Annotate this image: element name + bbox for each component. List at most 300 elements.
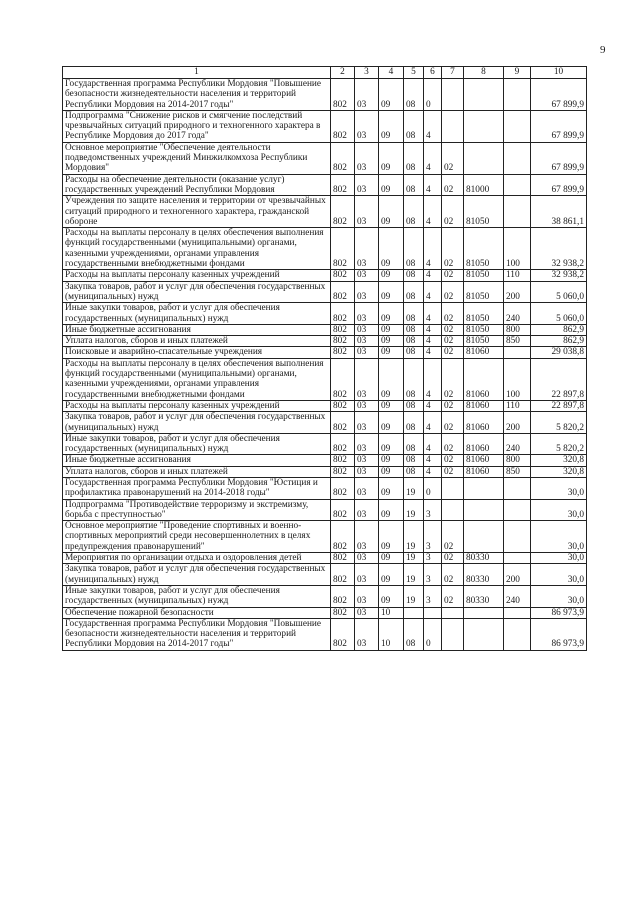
code-subsection: 09 [379,196,404,228]
code-activity: 02 [442,433,464,455]
code-direction [464,477,504,499]
code-subprogram: 4 [424,400,442,411]
row-amount: 5 060,0 [531,303,587,325]
code-direction: 81050 [464,228,504,270]
code-subprogram: 4 [424,433,442,455]
row-amount: 30,0 [531,521,587,553]
row-amount: 30,0 [531,564,587,586]
code-subsection: 09 [379,358,404,400]
row-amount: 22 897,8 [531,358,587,400]
code-section: 03 [355,466,379,477]
code-ministry: 802 [331,142,355,174]
table-row [63,324,587,335]
row-amount: 22 897,8 [531,400,587,411]
row-name: Подпрограмма "Противодействие терроризму и экстремизму, борьба с преступностью" [63,499,331,521]
code-direction: 81060 [464,466,504,477]
code-direction [464,618,504,650]
code-program: 08 [404,618,424,650]
code-direction: 81060 [464,358,504,400]
code-activity: 02 [442,564,464,586]
code-subsection: 09 [379,110,404,142]
code-section: 03 [355,400,379,411]
code-section: 03 [355,281,379,303]
code-direction [464,499,504,521]
code-activity [442,110,464,142]
code-ministry: 802 [331,618,355,650]
code-program: 19 [404,564,424,586]
row-name: Расходы на выплаты персоналу казенных учреждений [63,270,331,281]
code-program: 08 [404,466,424,477]
code-program: 08 [404,347,424,358]
code-ministry: 802 [331,521,355,553]
code-section: 03 [355,553,379,564]
code-direction [464,607,504,618]
table-row [63,228,587,270]
row-name: Иные закупки товаров, работ и услуг для обеспечения государственных (муниципальных) нужд [63,433,331,455]
code-subsection: 09 [379,228,404,270]
row-amount: 38 861,1 [531,196,587,228]
code-program: 08 [404,174,424,196]
code-activity: 02 [442,358,464,400]
row-name: Уплата налогов, сборов и иных платежей [63,336,331,347]
code-ministry: 802 [331,174,355,196]
row-name: Поисковые и аварийно-спасательные учреждения [63,347,331,358]
row-amount: 5 060,0 [531,281,587,303]
code-direction: 81060 [464,412,504,434]
code-section: 03 [355,607,379,618]
code-direction [464,110,504,142]
code-expense-type: 110 [504,270,531,281]
row-name: Иные бюджетные ассигнования [63,455,331,466]
code-ministry: 802 [331,270,355,281]
row-name: Расходы на обеспечение деятельности (оказание услуг) государственных учреждений Республики Мордовия [63,174,331,196]
code-activity: 02 [442,412,464,434]
row-name: Основное мероприятие "Обеспечение деятельности подведомственных учреждений Минжилкомхоза Республики Мордовия" [63,142,331,174]
code-ministry: 802 [331,477,355,499]
code-ministry: 802 [331,303,355,325]
code-subprogram: 4 [424,358,442,400]
code-activity: 02 [442,281,464,303]
row-amount: 86 973,9 [531,607,587,618]
code-subprogram: 0 [424,79,442,111]
row-amount: 67 899,9 [531,174,587,196]
code-section: 03 [355,110,379,142]
code-subsection: 09 [379,564,404,586]
col-header: 3 [355,67,379,79]
table-row [63,400,587,411]
col-header: 6 [424,67,442,79]
code-direction: 81050 [464,270,504,281]
code-section: 03 [355,196,379,228]
budget-table [62,66,587,651]
code-activity: 02 [442,174,464,196]
code-program: 08 [404,400,424,411]
code-activity [442,477,464,499]
code-activity: 02 [442,521,464,553]
code-ministry: 802 [331,466,355,477]
code-program: 08 [404,281,424,303]
code-expense-type: 200 [504,412,531,434]
code-ministry: 802 [331,400,355,411]
code-section: 03 [355,433,379,455]
code-subprogram: 4 [424,281,442,303]
code-ministry: 802 [331,455,355,466]
col-header: 10 [531,67,587,79]
code-activity: 02 [442,553,464,564]
code-ministry: 802 [331,433,355,455]
code-section: 03 [355,412,379,434]
code-expense-type [504,607,531,618]
table-row [63,281,587,303]
code-program: 19 [404,521,424,553]
code-program: 08 [404,196,424,228]
code-section: 03 [355,228,379,270]
code-subprogram: 3 [424,564,442,586]
code-activity [442,618,464,650]
row-name: Уплата налогов, сборов и иных платежей [63,466,331,477]
table-row [63,521,587,553]
code-subsection: 09 [379,324,404,335]
code-ministry: 802 [331,553,355,564]
code-subprogram: 4 [424,455,442,466]
code-subsection: 10 [379,607,404,618]
row-name: Иные бюджетные ассигнования [63,324,331,335]
code-ministry: 802 [331,281,355,303]
table-row [63,270,587,281]
code-direction: 80330 [464,553,504,564]
code-subprogram: 3 [424,521,442,553]
col-header: 7 [442,67,464,79]
code-section: 03 [355,174,379,196]
header-row [63,67,587,79]
row-name: Расходы на выплаты персоналу в целях обеспечения выполнения функций государственными (муниципальными) органами, казенными учреждениями, органами управления государственными внебюджетными фондами [63,358,331,400]
table-row [63,336,587,347]
code-subprogram: 4 [424,270,442,281]
code-subsection: 09 [379,477,404,499]
table-body [63,67,587,651]
col-header: 4 [379,67,404,79]
code-expense-type: 850 [504,466,531,477]
code-expense-type: 240 [504,433,531,455]
code-activity: 02 [442,324,464,335]
code-ministry: 802 [331,324,355,335]
code-subprogram: 4 [424,347,442,358]
code-program: 08 [404,455,424,466]
code-activity: 02 [442,228,464,270]
code-section: 03 [355,347,379,358]
code-direction: 81060 [464,347,504,358]
code-subsection: 09 [379,281,404,303]
code-section: 03 [355,455,379,466]
code-subsection: 09 [379,303,404,325]
table-row [63,618,587,650]
col-header: 1 [63,67,331,79]
row-name: Мероприятия по организации отдыха и оздоровления детей [63,553,331,564]
row-name: Иные закупки товаров, работ и услуг для обеспечения государственных (муниципальных) нужд [63,303,331,325]
code-program: 08 [404,358,424,400]
code-activity: 02 [442,303,464,325]
code-program: 08 [404,228,424,270]
code-subprogram [424,607,442,618]
code-activity [442,79,464,111]
code-subsection: 09 [379,553,404,564]
code-ministry: 802 [331,347,355,358]
code-direction: 81060 [464,455,504,466]
row-amount: 86 973,9 [531,618,587,650]
code-expense-type [504,477,531,499]
code-program: 08 [404,336,424,347]
code-direction: 81050 [464,336,504,347]
code-expense-type [504,196,531,228]
code-ministry: 802 [331,79,355,111]
code-subsection: 09 [379,412,404,434]
code-program [404,607,424,618]
row-name: Государственная программа Республики Мордовия "Повышение безопасности жизнедеятельности населения и территорий Республики Мордовия на 2014-2017 годы" [63,618,331,650]
code-expense-type: 240 [504,585,531,607]
row-name: Подпрограмма "Снижение рисков и смягчение последствий чрезвычайных ситуаций природного и техногенного характера в Республике Мордовия до 2017 года" [63,110,331,142]
table-row [63,142,587,174]
code-program: 08 [404,270,424,281]
table-row [63,196,587,228]
code-ministry: 802 [331,110,355,142]
code-subprogram: 4 [424,336,442,347]
code-subprogram: 3 [424,499,442,521]
code-direction [464,521,504,553]
row-amount: 320,8 [531,466,587,477]
row-amount: 32 938,2 [531,270,587,281]
row-amount: 30,0 [531,585,587,607]
code-subprogram: 3 [424,553,442,564]
row-name: Расходы на выплаты персоналу казенных учреждений [63,400,331,411]
code-activity: 02 [442,400,464,411]
page-number: 9 [600,44,606,56]
code-activity: 02 [442,466,464,477]
table-row [63,358,587,400]
code-expense-type: 200 [504,564,531,586]
code-ministry: 802 [331,499,355,521]
code-subprogram: 4 [424,174,442,196]
code-activity [442,499,464,521]
code-direction: 81050 [464,281,504,303]
code-ministry: 802 [331,564,355,586]
row-amount: 862,9 [531,324,587,335]
code-subsection: 09 [379,455,404,466]
code-section: 03 [355,324,379,335]
table-row [63,347,587,358]
code-subprogram: 3 [424,585,442,607]
code-activity: 02 [442,336,464,347]
code-subprogram: 4 [424,196,442,228]
col-header: 2 [331,67,355,79]
code-subsection: 09 [379,521,404,553]
row-amount: 862,9 [531,336,587,347]
code-expense-type [504,499,531,521]
code-section: 03 [355,499,379,521]
row-name: Основное мероприятие "Проведение спортивных и военно-спортивных мероприятий среди несовершеннолетних в целях предупреждения правонарушений" [63,521,331,553]
code-section: 03 [355,564,379,586]
code-direction: 81000 [464,174,504,196]
code-section: 03 [355,358,379,400]
code-expense-type [504,521,531,553]
table-row [63,79,587,111]
code-subsection: 09 [379,466,404,477]
code-direction: 81050 [464,196,504,228]
code-direction: 81050 [464,324,504,335]
code-section: 03 [355,521,379,553]
code-activity: 02 [442,270,464,281]
code-subsection: 09 [379,585,404,607]
code-ministry: 802 [331,358,355,400]
row-amount: 320,8 [531,455,587,466]
table-row [63,466,587,477]
code-subprogram: 4 [424,110,442,142]
row-amount: 5 820,2 [531,433,587,455]
row-name: Закупка товаров, работ и услуг для обеспечения государственных (муниципальных) нужд [63,412,331,434]
code-section: 03 [355,477,379,499]
code-subsection: 09 [379,347,404,358]
code-direction: 81050 [464,303,504,325]
code-subsection: 09 [379,400,404,411]
row-amount: 32 938,2 [531,228,587,270]
code-direction: 81060 [464,400,504,411]
code-program: 19 [404,477,424,499]
table-row [63,477,587,499]
code-direction: 81060 [464,433,504,455]
code-ministry: 802 [331,228,355,270]
code-activity [442,607,464,618]
table-row [63,303,587,325]
code-activity: 02 [442,347,464,358]
code-program: 19 [404,585,424,607]
code-subprogram: 4 [424,466,442,477]
table-row [63,412,587,434]
table-row [63,110,587,142]
row-name: Учреждения по защите населения и территории от чрезвычайных ситуаций природного и техногенного характера, гражданской обороне [63,196,331,228]
code-expense-type [504,79,531,111]
code-section: 03 [355,585,379,607]
code-activity: 02 [442,196,464,228]
code-ministry: 802 [331,607,355,618]
code-expense-type: 800 [504,324,531,335]
code-program: 08 [404,303,424,325]
table-row [63,433,587,455]
col-header: 8 [464,67,504,79]
code-program: 19 [404,499,424,521]
code-ministry: 802 [331,336,355,347]
code-subprogram: 4 [424,228,442,270]
code-subprogram: 0 [424,618,442,650]
code-subsection: 09 [379,433,404,455]
row-amount: 30,0 [531,477,587,499]
code-ministry: 802 [331,412,355,434]
col-header: 9 [504,67,531,79]
code-activity: 02 [442,142,464,174]
row-amount: 5 820,2 [531,412,587,434]
table-row [63,553,587,564]
code-ministry: 802 [331,196,355,228]
code-subsection: 09 [379,499,404,521]
table-row [63,174,587,196]
code-expense-type [504,110,531,142]
code-expense-type: 850 [504,336,531,347]
table-row [63,564,587,586]
code-direction [464,142,504,174]
row-amount: 67 899,9 [531,110,587,142]
code-subprogram: 4 [424,324,442,335]
code-subsection: 10 [379,618,404,650]
code-program: 08 [404,110,424,142]
code-expense-type [504,618,531,650]
code-direction: 80330 [464,564,504,586]
code-expense-type: 240 [504,303,531,325]
code-section: 03 [355,79,379,111]
row-amount: 67 899,9 [531,79,587,111]
code-section: 03 [355,303,379,325]
code-expense-type [504,347,531,358]
code-ministry: 802 [331,585,355,607]
row-amount: 29 038,8 [531,347,587,358]
code-program: 08 [404,412,424,434]
code-expense-type [504,553,531,564]
row-amount: 30,0 [531,499,587,521]
code-subsection: 09 [379,174,404,196]
code-program: 08 [404,324,424,335]
code-section: 03 [355,618,379,650]
code-direction [464,79,504,111]
code-section: 03 [355,142,379,174]
row-amount: 67 899,9 [531,142,587,174]
code-expense-type: 100 [504,358,531,400]
table-row [63,585,587,607]
code-activity: 02 [442,585,464,607]
row-name: Расходы на выплаты персоналу в целях обеспечения выполнения функций государственными (муниципальными) органами, казенными учреждениями, органами управления государственными внебюджетными фондами [63,228,331,270]
table-row [63,455,587,466]
code-subsection: 09 [379,142,404,174]
code-section: 03 [355,270,379,281]
code-subprogram: 0 [424,477,442,499]
row-name: Закупка товаров, работ и услуг для обеспечения государственных (муниципальных) нужд [63,281,331,303]
code-program: 08 [404,433,424,455]
table-row [63,499,587,521]
code-program: 08 [404,79,424,111]
row-name: Иные закупки товаров, работ и услуг для обеспечения государственных (муниципальных) нужд [63,585,331,607]
row-amount: 30,0 [531,553,587,564]
code-expense-type: 200 [504,281,531,303]
row-name: Обеспечение пожарной безопасности [63,607,331,618]
col-header: 5 [404,67,424,79]
code-expense-type [504,174,531,196]
code-program: 19 [404,553,424,564]
code-activity: 02 [442,455,464,466]
code-expense-type: 800 [504,455,531,466]
code-direction: 80330 [464,585,504,607]
code-subsection: 09 [379,336,404,347]
code-expense-type: 100 [504,228,531,270]
code-expense-type: 110 [504,400,531,411]
code-subprogram: 4 [424,142,442,174]
row-name: Государственная программа Республики Мордовия "Повышение безопасности жизнедеятельности населения и территорий Республики Мордовия на 2014-2017 годы" [63,79,331,111]
row-name: Государственная программа Республики Мордовия "Юстиция и профилактика правонарушений на 2014-2018 годы" [63,477,331,499]
code-subprogram: 4 [424,412,442,434]
code-expense-type [504,142,531,174]
code-subsection: 09 [379,79,404,111]
code-subsection: 09 [379,270,404,281]
code-program: 08 [404,142,424,174]
code-subprogram: 4 [424,303,442,325]
code-section: 03 [355,336,379,347]
row-name: Закупка товаров, работ и услуг для обеспечения государственных (муниципальных) нужд [63,564,331,586]
table-row [63,607,587,618]
